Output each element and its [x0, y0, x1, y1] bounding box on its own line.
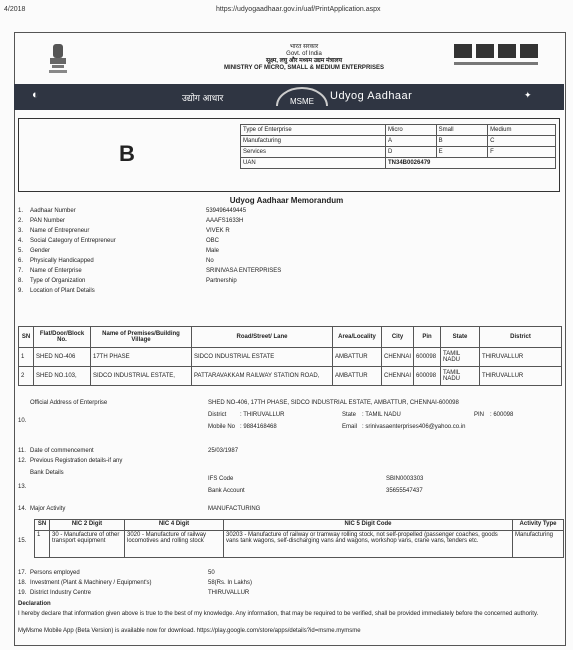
table-row	[241, 125, 556, 136]
official-address-label: Official Address of Enterprise	[30, 400, 108, 406]
field-row: 9. Location of Plant Details	[18, 288, 95, 294]
district-value: : THIRUVALLUR	[240, 412, 285, 418]
official-address-line: SHED NO-406, 17TH PHASE, SIDCO INDUSTRIAL ESTATE, AMBATTUR, CHENNAI-600098	[208, 400, 459, 406]
official-address-section: Official Address of Enterprise 10. SHED NO-406, 17TH PHASE, SIDCO INDUSTRIAL ESTATE, AMBATTUR, CHENNAI-600098 District : THIRUVALLUR State : TAMIL NADU PIN : 600098 Mobile No : 9884168468 Email : srinivasaenterprises406@yahoo.co.in	[18, 398, 562, 444]
print-date: 4/2018	[4, 6, 26, 13]
table-row	[241, 147, 556, 158]
table-row	[241, 136, 556, 147]
table-cell: SHED NO.103,	[34, 367, 91, 386]
commencement-date: 25/03/1987	[208, 448, 239, 454]
field-row: 2. PAN Number AAAFS1633H	[18, 218, 244, 224]
table-cell: Small	[436, 125, 488, 136]
field-row: 5. Gender Male	[18, 248, 220, 254]
emblem-small-icon: ✦	[524, 90, 532, 100]
table-cell: Manufacturing	[513, 531, 564, 558]
field-row: 6. Physically Handicapped No	[18, 258, 214, 264]
table-cell: 600098	[414, 348, 441, 367]
table-cell: CHENNAI	[382, 348, 414, 367]
table-header-cell: Name of Premises/Building Village	[91, 327, 192, 348]
dic-value: THIRUVALLUR	[208, 590, 250, 596]
table-cell: 30 - Manufacture of other transport equipment	[50, 531, 125, 558]
table-cell: B	[436, 136, 488, 147]
table-cell: 1	[35, 531, 50, 558]
banner-hindi-title: उद्योग आधार	[182, 93, 224, 103]
table-cell: PATTARAVAKKAM RAILWAY STATION ROAD,	[192, 367, 333, 386]
ministry-text	[204, 44, 404, 72]
aadhaar-logo-icon: ◐	[32, 89, 39, 101]
gov-line-hindi: भारत सरकार	[289, 44, 319, 50]
investment-value: 58(Rs. In Lakhs)	[208, 580, 253, 586]
table-header-row	[19, 327, 562, 348]
table-header-cell: SN	[35, 520, 50, 531]
nic-code-table	[34, 519, 564, 558]
table-cell: 2	[19, 367, 34, 386]
table-cell: 17TH PHASE	[91, 348, 192, 367]
table-cell: F	[488, 147, 556, 158]
table-row	[241, 158, 556, 169]
table-cell: TAMIL NADU	[441, 367, 480, 386]
table-header-cell: Area/Locality	[333, 327, 382, 348]
table-cell: Medium	[488, 125, 556, 136]
table-header-cell: NIC 4 Digit	[125, 520, 224, 531]
table-cell: TAMIL NADU	[441, 348, 480, 367]
field-row: 7. Name of Enterprise SRINIVASA ENTERPRISES	[18, 268, 282, 274]
table-header-cell: SN	[19, 327, 34, 348]
table-cell: 30203 - Manufacture of railway or tramway rolling stock, not self-propelled (passenger coaches, goods vans tank wagons, self-discharging vans and wagons, workshop vans, crane vans, tenders etc.	[224, 531, 513, 558]
pin-value: : 600098	[490, 412, 514, 418]
field-row: 8. Type of Organization Partnership	[18, 278, 237, 284]
official-address-num: 10.	[18, 418, 27, 424]
table-row	[19, 348, 562, 367]
table-row	[19, 367, 562, 386]
national-emblem-icon	[47, 42, 69, 76]
table-header-cell: Activity Type	[513, 520, 564, 531]
table-cell: CHENNAI	[382, 367, 414, 386]
table-header-cell: State	[441, 327, 480, 348]
table-cell: 3020 - Manufacture of railway locomotives and rolling stock	[125, 531, 224, 558]
field-row: 4. Social Category of Entrepreneur OBC	[18, 238, 220, 244]
mobile-app-link[interactable]: MyMsme Mobile App (Beta Version) is available now for download. https://play.google.com/store/apps/details?id=msme.mymsme	[18, 628, 361, 634]
category-letter: B	[119, 141, 135, 166]
field-row: 3. Name of Entrepreneur VIVEK R	[18, 228, 230, 234]
enterprise-type-table	[240, 124, 556, 169]
table-header-cell: Pin	[414, 327, 441, 348]
table-cell: UAN	[241, 158, 386, 169]
msme-badge-icon	[272, 86, 332, 108]
table-header-cell: Flat/Door/Block No.	[34, 327, 91, 348]
svg-text:MSME: MSME	[290, 97, 314, 106]
table-cell: THIRUVALLUR	[480, 367, 562, 386]
table-header-row	[35, 520, 564, 531]
table-cell: SIDCO INDUSTRIAL ESTATE	[192, 348, 333, 367]
document-page: 4/2018 https://udyogaadhaar.gov.in/uaf/PrintApplication.aspx भारत सरकार Govt. of India सूक्ष्म, लघु और मध्यम उद्यम मंत्रालय MINISTRY OF MICRO, SMALL & MEDIUM ENTERPRISES ◐ उद्योग आधार MSME Udyog Aadhaar ✦ B Type of Enterprise Micro Small Medium Manufacturing A B C Services D E F UAN TN34B0026479 Udyog Aadhaar Memorandum 1. Aadhaar Number 539496449445 2. PAN Number AAAFS1633H 3. Name of Entrepreneur VIVEK R 4. Social Category of Entrepreneur OBC 5. Gender Male 6. Physically Handicapped No 7. Name of Enterprise SRINIVASA ENTERPRISES 8. Type of Organization Partnership 9. Location of Plant Details SN Flat/Door/Block No. Name of Premises/Building Village Road/Street/ Lane Area/Locality City Pin State District 1 SHED NO-406 17TH PHASE SIDCO INDUSTRIAL ESTATE AMBATTUR CHENNAI 600098 TAMIL NADU THIRUVALLUR 2 SHED NO.103, SIDCO INDUSTRIAL ESTATE, PATTARAVAKKAM RAILWAY STATION ROAD, AMBATTUR CHENNAI 600098 TAMIL NADU THIRUVALLUR Official Address of Enterprise 10. SHED NO-406, 17TH PHASE, SIDCO INDUSTRIAL ESTATE, AMBATTUR, CHENNAI-600098 District : THIRUVALLUR State : TAMIL NADU PIN : 600098 Mobile No : 9884168468 Email : srinivasaenterprises406@yahoo.co.in 11. Date of commencement 25/03/1987 12. Previous Registration details-if any Bank Details 13. IFS Code SBIN0003303 Bank Account 35655547437 14. Major Activity MANUFACTURING 15. SN NIC 2 Digit NIC 4 Digit NIC 5 Digit Code Activity Type 1 30 - Manufacture of other transport equipment 3020 - Manufacture of railway locomotives and rolling stock 30203 - Manufacture of railway or tramway rolling stock, not self-propelled (passenger coaches, goods vans tank wagons, self-discharging vans and wagons, workshop vans, crane vans, tenders etc. Manufacturing 17. Persons employed 50 18. Investment (Plant & Machinery / Equipment's) 58(Rs. In Lakhs) 19. District Industry Centre THIRUVALLUR Declaration I hereby declare that information given above is true to the best of my knowledge. Any information, that may be required to be verified, shall be provided immediately before the concerned authority. MyMsme Mobile App (Beta Version) is available now for download. https://play.google.com/store/apps/details?id=msme.mymsme	[0, 0, 573, 650]
table-header-cell: Road/Street/ Lane	[192, 327, 333, 348]
ministry-hindi: सूक्ष्म, लघु और मध्यम उद्यम मंत्रालय	[265, 58, 343, 64]
print-header	[0, 4, 573, 18]
uan-value: TN34B0026479	[386, 158, 556, 169]
msme-logo-icon	[454, 42, 544, 70]
nic-num: 15.	[18, 538, 27, 544]
table-cell: A	[386, 136, 437, 147]
mobile-value: : 9884168468	[240, 424, 277, 430]
ministry-english: MINISTRY OF MICRO, SMALL & MEDIUM ENTERPRISES	[224, 65, 384, 71]
table-cell: 600098	[414, 367, 441, 386]
memorandum-title: Udyog Aadhaar Memorandum	[229, 196, 344, 205]
udyog-banner	[14, 84, 564, 110]
table-row	[35, 531, 564, 558]
email-value: : srinivasaenterprises406@yahoo.co.in	[362, 424, 466, 430]
table-cell: E	[436, 147, 488, 158]
banner-english-title: Udyog Aadhaar	[330, 90, 413, 102]
table-cell: Services	[241, 147, 386, 158]
table-cell: 1	[19, 348, 34, 367]
persons-employed-value: 50	[208, 570, 215, 576]
table-header-cell: City	[382, 327, 414, 348]
table-cell: C	[488, 136, 556, 147]
table-cell: AMBATTUR	[333, 367, 382, 386]
bank-account-value: 35655547437	[386, 488, 423, 494]
table-cell: Micro	[386, 125, 437, 136]
table-cell: Type of Enterprise	[241, 125, 386, 136]
field-row: 1. Aadhaar Number 539496449445	[18, 208, 247, 214]
table-cell: D	[386, 147, 437, 158]
declaration-title: Declaration	[18, 601, 51, 607]
major-activity-value: MANUFACTURING	[208, 506, 261, 512]
gov-line-english: Govt. of India	[286, 51, 322, 57]
declaration-text: I hereby declare that information given above is true to the best of my knowledge. Any information, that may be required to be verified, shall be provided immediately before the concerned authority.	[18, 611, 539, 617]
plant-location-table	[18, 326, 562, 386]
table-header-cell: District	[480, 327, 562, 348]
table-header-cell: NIC 2 Digit	[50, 520, 125, 531]
table-cell: AMBATTUR	[333, 348, 382, 367]
state-value: : TAMIL NADU	[362, 412, 401, 418]
ifs-code-value: SBIN0003303	[386, 476, 424, 482]
table-cell: THIRUVALLUR	[480, 348, 562, 367]
table-cell: Manufacturing	[241, 136, 386, 147]
government-header	[14, 34, 564, 82]
table-cell: SIDCO INDUSTRIAL ESTATE,	[91, 367, 192, 386]
table-header-cell: NIC 5 Digit Code	[224, 520, 513, 531]
print-url: https://udyogaadhaar.gov.in/uaf/PrintApplication.aspx	[216, 6, 381, 13]
table-cell: SHED NO-406	[34, 348, 91, 367]
